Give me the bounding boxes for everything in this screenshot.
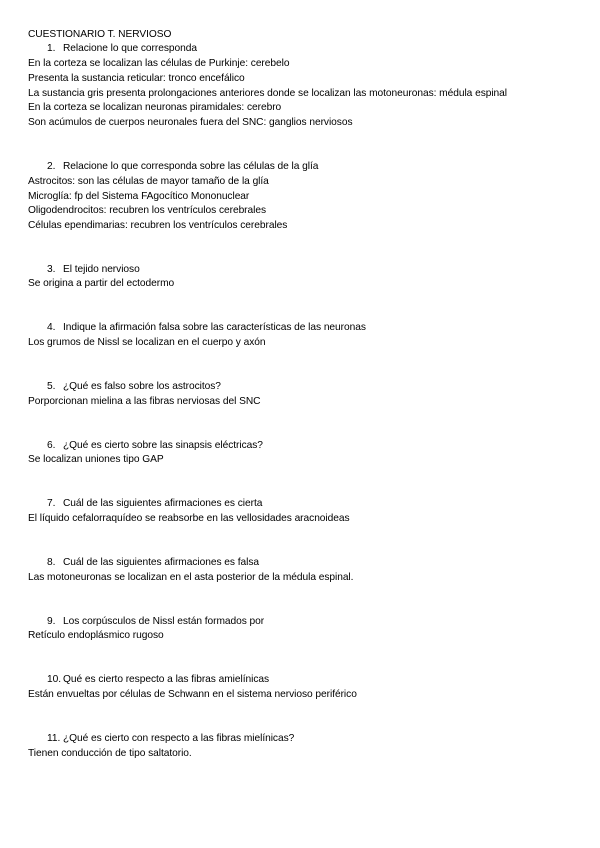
question-number: 11. xyxy=(47,733,61,744)
question-number: 8. xyxy=(47,557,56,568)
question-number: 3. xyxy=(47,264,56,275)
question-text: Relacione lo que corresponda xyxy=(63,43,197,54)
answer-line: Porporcionan mielina a las fibras nerviosas del SNC xyxy=(28,396,261,407)
question-5 xyxy=(47,380,221,394)
question-text: Relacione lo que corresponda sobre las células de la glía xyxy=(63,161,319,172)
answer-line: Son acúmulos de cuerpos neuronales fuera del SNC: ganglios nerviosos xyxy=(28,117,353,128)
document-title: CUESTIONARIO T. NERVIOSO xyxy=(28,29,172,40)
question-text: Cuál de las siguientes afirmaciones es cierta xyxy=(63,498,263,509)
answer-line: Se origina a partir del ectodermo xyxy=(28,278,175,289)
answer-line: Tienen conducción de tipo saltatorio. xyxy=(28,748,192,759)
answer-line: Se localizan uniones tipo GAP xyxy=(28,454,164,465)
question-4 xyxy=(47,321,366,335)
answer-line: Retículo endoplásmico rugoso xyxy=(28,630,164,641)
question-number: 6. xyxy=(47,440,56,451)
answer-line: Microglía: fp del Sistema FAgocítico Mononuclear xyxy=(28,191,250,202)
question-text: Los corpúsculos de Nissl están formados por xyxy=(63,616,265,627)
question-text: ¿Qué es cierto con respecto a las fibras mielínicas? xyxy=(63,733,295,744)
question-7 xyxy=(47,497,262,511)
question-number: 9. xyxy=(47,616,56,627)
question-1 xyxy=(47,42,197,56)
question-6 xyxy=(47,439,263,453)
question-text: Indique la afirmación falsa sobre las características de las neuronas xyxy=(63,322,366,333)
question-number: 7. xyxy=(47,498,56,509)
question-text: ¿Qué es falso sobre los astrocitos? xyxy=(63,381,221,392)
question-3 xyxy=(47,263,140,277)
answer-line: En la corteza se localizan neuronas piramidales: cerebro xyxy=(28,102,282,113)
answer-line: Las motoneuronas se localizan en el asta posterior de la médula espinal. xyxy=(28,572,354,583)
question-9 xyxy=(47,615,264,629)
question-number: 4. xyxy=(47,322,56,333)
answer-line: Están envueltas por células de Schwann en el sistema nervioso periférico xyxy=(28,689,357,700)
question-number: 1. xyxy=(47,43,56,54)
question-number: 10. xyxy=(47,674,62,685)
answer-line: Los grumos de Nissl se localizan en el cuerpo y axón xyxy=(28,337,266,348)
answer-line: En la corteza se localizan las células de Purkinje: cerebelo xyxy=(28,58,290,69)
answer-line: Células ependimarias: recubren los ventrículos cerebrales xyxy=(28,220,288,231)
question-10 xyxy=(47,673,269,687)
question-text: El tejido nervioso xyxy=(63,264,140,275)
question-11 xyxy=(47,732,294,746)
answer-line: La sustancia gris presenta prolongaciones anteriores donde se localizan las motoneuronas: médula espinal xyxy=(28,88,508,99)
question-8 xyxy=(47,556,259,570)
question-number: 5. xyxy=(47,381,56,392)
answer-line: Presenta la sustancia reticular: tronco encefálico xyxy=(28,73,245,84)
question-text: Cuál de las siguientes afirmaciones es falsa xyxy=(63,557,259,568)
answer-line: El líquido cefalorraquídeo se reabsorbe en las vellosidades aracnoideas xyxy=(28,513,350,524)
question-text: Qué es cierto respecto a las fibras amielínicas xyxy=(63,674,270,685)
question-2 xyxy=(47,160,318,174)
answer-line: Astrocitos: son las células de mayor tamaño de la glía xyxy=(28,176,269,187)
answer-line: Oligodendrocitos: recubren los ventrículos cerebrales xyxy=(28,205,267,216)
question-number: 2. xyxy=(47,161,56,172)
question-text: ¿Qué es cierto sobre las sinapsis eléctricas? xyxy=(63,440,263,451)
